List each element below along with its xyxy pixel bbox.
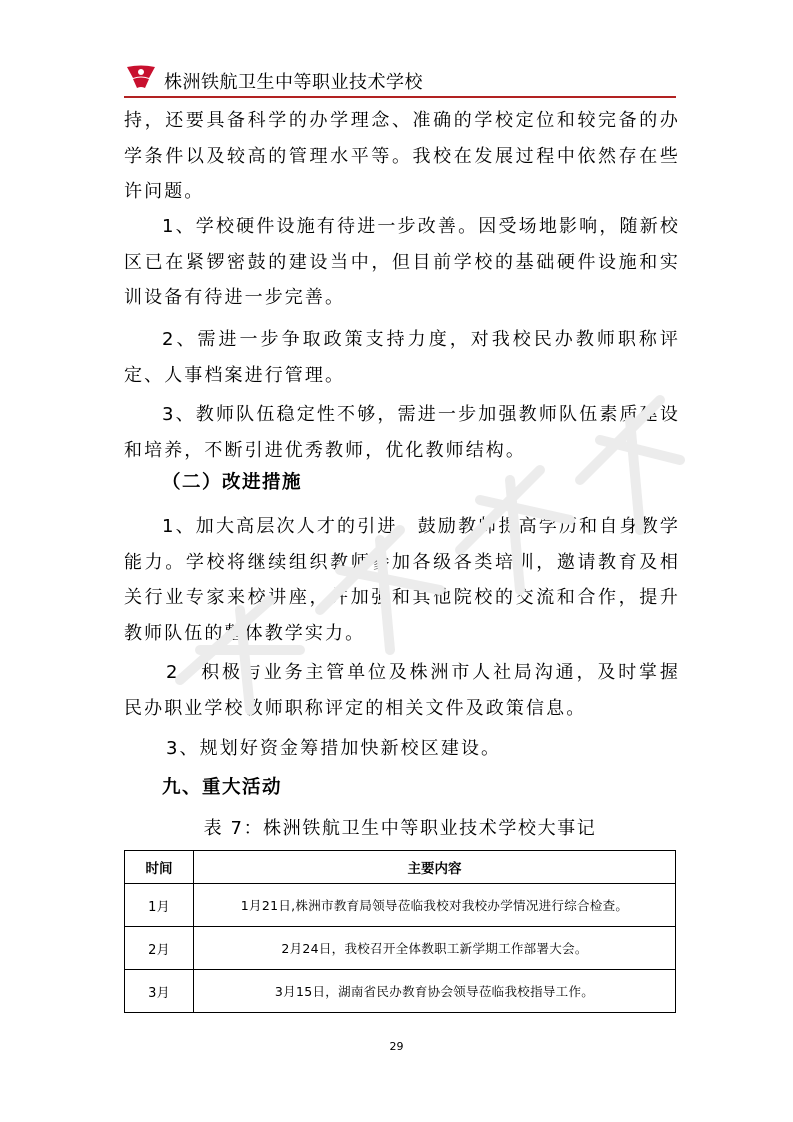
table-row bbox=[125, 884, 676, 927]
school-name: 株洲铁航卫生中等职业技术学校 bbox=[164, 72, 423, 93]
paragraph-issue-1: 1、学校硬件设施有待进一步改善。因受场地影响，随新校区已在紧锣密鼓的建设当中，但目前学校的基础硬件设施和实训设备有待进一步完善。 bbox=[124, 216, 680, 308]
table-caption: 表 7：株洲铁航卫生中等职业技术学校大事记 bbox=[203, 818, 597, 839]
header-divider bbox=[124, 96, 676, 98]
table-row bbox=[125, 927, 676, 970]
subheading-improvements: （二）改进措施 bbox=[162, 472, 303, 493]
table-header-time: 时间 bbox=[125, 851, 194, 884]
measure-1: 1、加大高层次人才的引进，鼓励教师提高学历和自身教学能力。学校将继续组织教师参加各级各类培训，邀请教育及相关行业专家来校讲座，并加强和其他院校的交流和合作，提升教师队伍的整体教学实力。 bbox=[124, 516, 680, 644]
page-header bbox=[124, 64, 676, 94]
table-cell-content: 1月21日,株洲市教育局领导莅临我校对我校办学情况进行综合检查。 bbox=[194, 884, 676, 927]
table-cell-content: 2月24日，我校召开全体教职工新学期工作部署大会。 bbox=[194, 927, 676, 970]
table-header-row bbox=[125, 851, 676, 884]
school-logo-icon bbox=[124, 64, 158, 90]
paragraph-intro: 持，还要具备科学的办学理念、准确的学校定位和较完备的办学条件以及较高的管理水平等。我校在发展过程中依然存在些许问题。 bbox=[124, 110, 680, 202]
table-header-content: 主要内容 bbox=[194, 851, 676, 884]
events-table bbox=[124, 850, 676, 1013]
table-cell-content: 3月15日，湖南省民办教育协会领导莅临我校指导工作。 bbox=[194, 970, 676, 1013]
section-heading-major-events: 九、重大活动 bbox=[162, 777, 283, 798]
table-cell-time: 3月 bbox=[125, 970, 194, 1013]
paragraph-issue-2: 2、需进一步争取政策支持力度，对我校民办教师职称评定、人事档案进行管理。 bbox=[124, 329, 680, 386]
measure-3: 3、规划好资金筹措加快新校区建设。 bbox=[166, 738, 502, 759]
paragraph-issue-3: 3、教师队伍稳定性不够，需进一步加强教师队伍素质建设和培养，不断引进优秀教师，优化教师结构。 bbox=[124, 404, 680, 461]
measure-2: 2、积极与业务主管单位及株洲市人社局沟通，及时掌握民办职业学校教师职称评定的相关文件及政策信息。 bbox=[124, 662, 680, 719]
table-cell-time: 2月 bbox=[125, 927, 194, 970]
table-row bbox=[125, 970, 676, 1013]
page-number: 29 bbox=[389, 1040, 404, 1053]
table-cell-time: 1月 bbox=[125, 884, 194, 927]
